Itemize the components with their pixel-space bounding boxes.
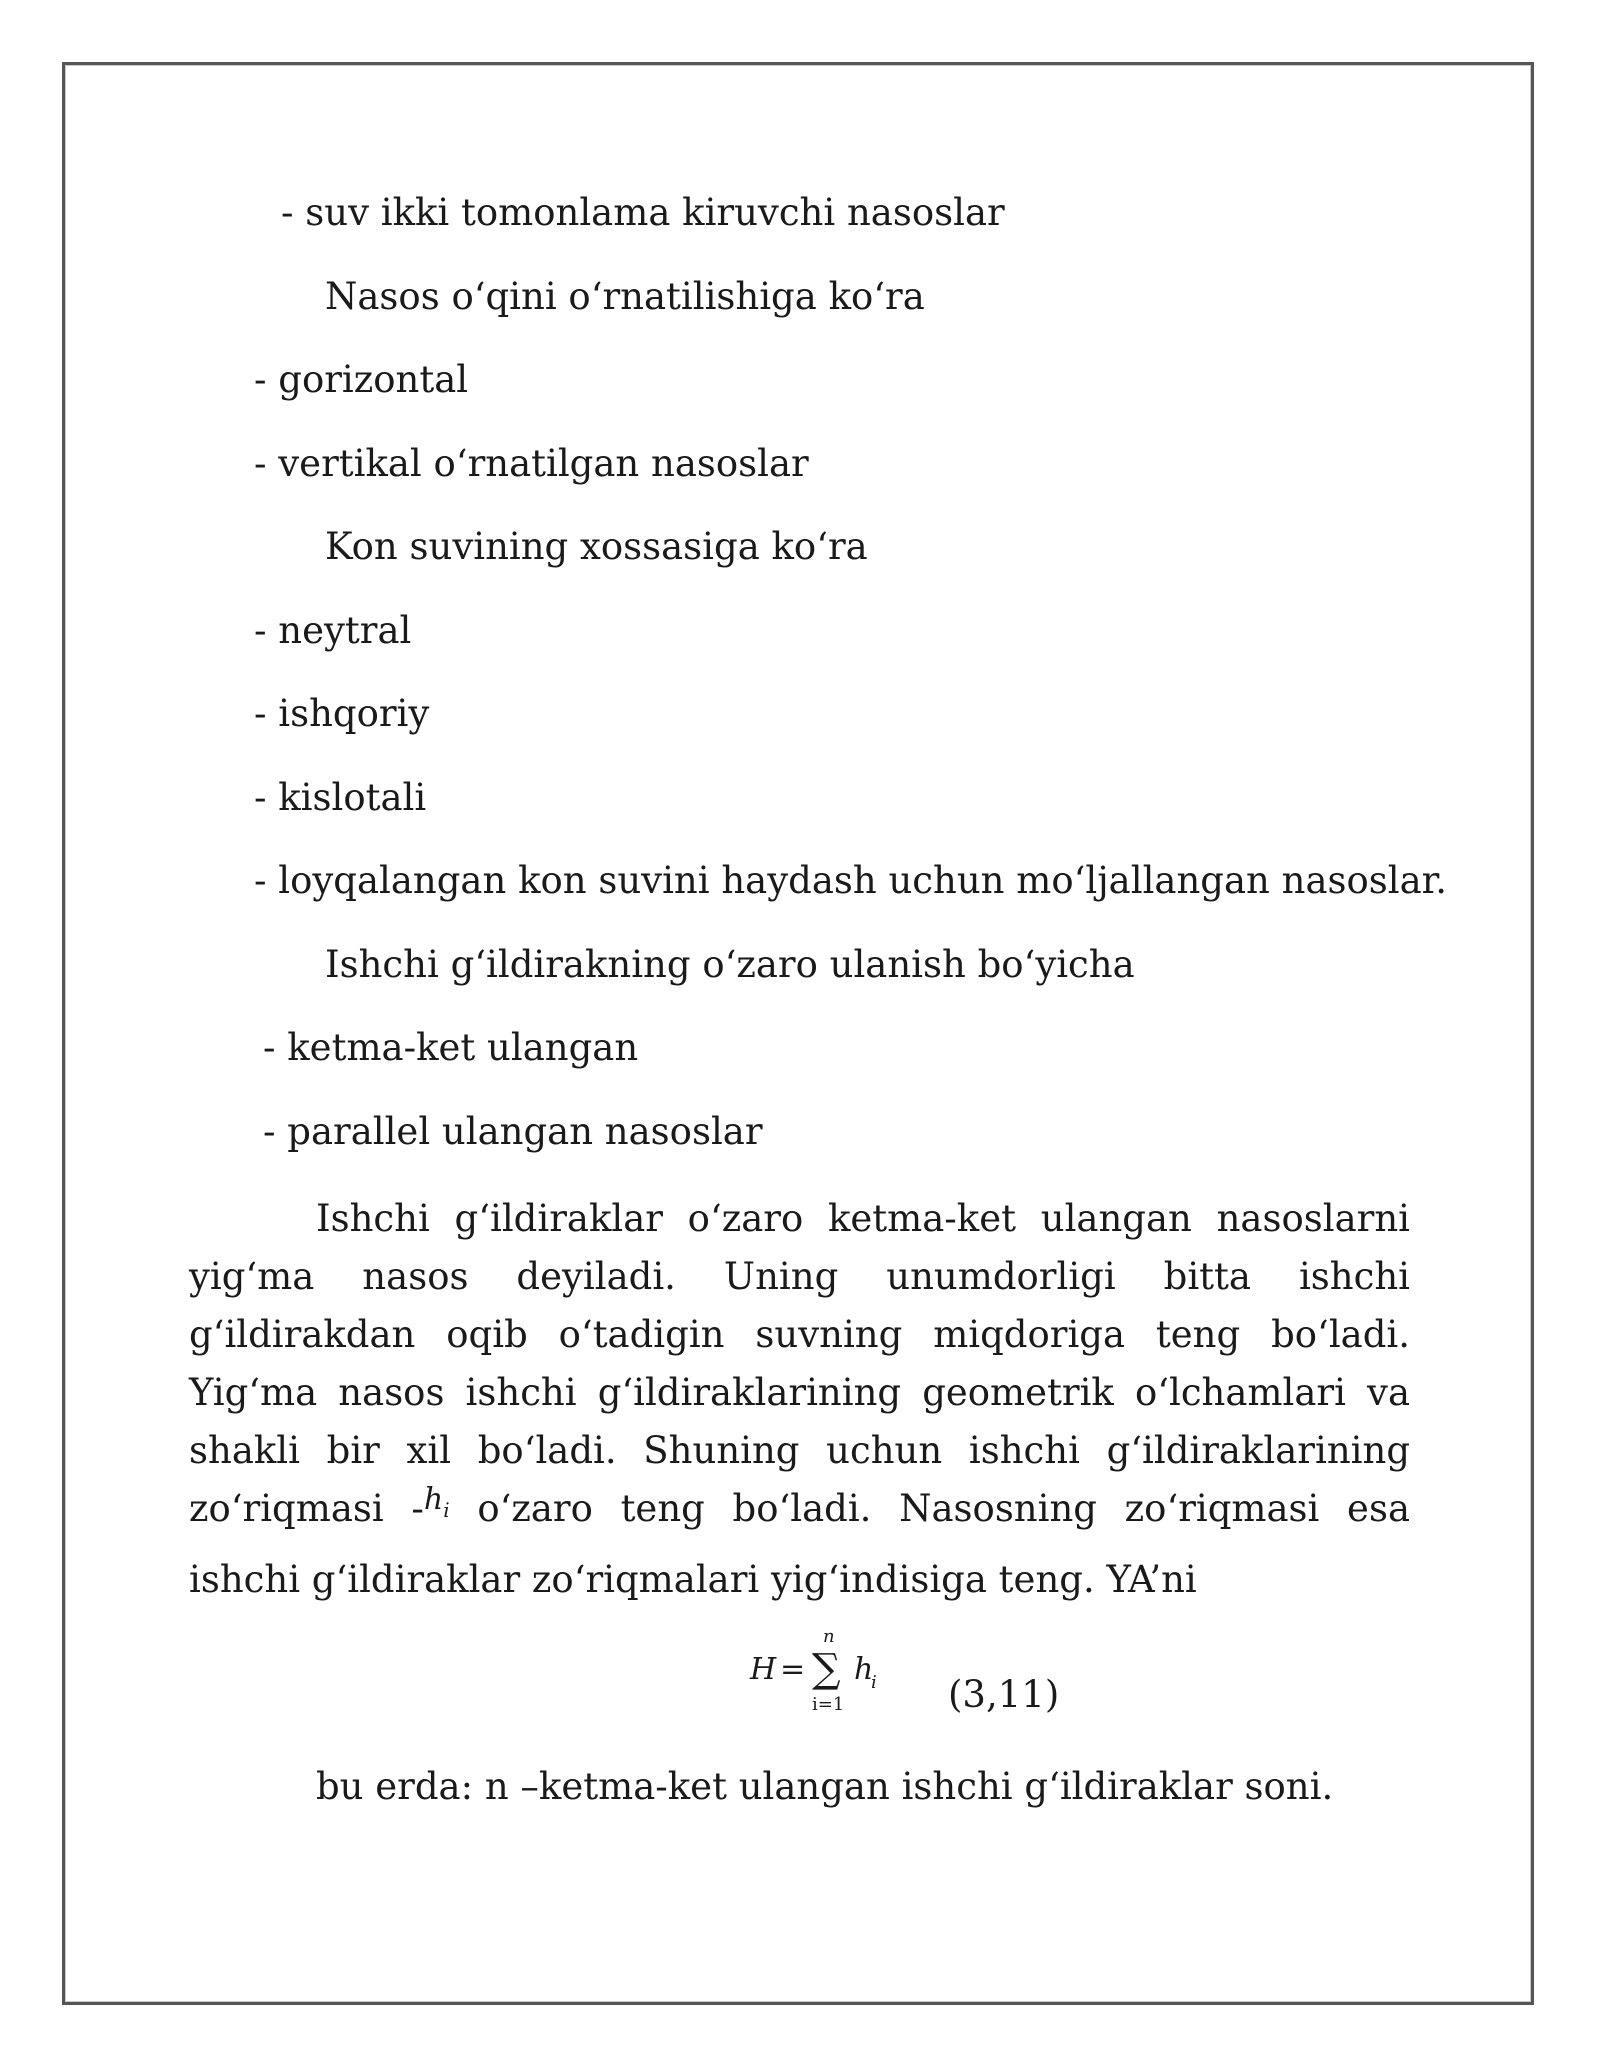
formula-lower-limit: i=1: [812, 1694, 845, 1715]
equation-number: (3,11): [948, 1673, 1060, 1716]
paragraph-text-part1: Ishchi g‘ildiraklar o‘zaro ketma-ket ulangan nasoslarni yig‘ma nasos deyiladi. Uning unumdorligi bitta ishchi g‘ildirakdan oqib o‘tadigin suvning miqdoriga teng bo‘ladi. Yig‘ma nasos ishchi g‘ildiraklarining geometrik o‘lchamlari va shakli bir xil bo‘ladi. Shuning uchun ishchi g‘ildiraklarining zo‘riqmasi -: [189, 1197, 1410, 1530]
list-item-acidic: - kislotali: [254, 776, 427, 819]
list-item-vertical: - vertikal o‘rnatilgan nasoslar: [254, 442, 809, 485]
formula-sum: [750, 1622, 890, 1715]
formula-equals: =: [780, 1652, 806, 1687]
list-item-parallel: - parallel ulangan nasoslar: [263, 1110, 763, 1153]
list-item-two-sided-intake: - suv ikki tomonlama kiruvchi nasoslar: [281, 191, 1005, 234]
formula-lhs: H: [750, 1652, 777, 1687]
list-item-neutral: - neytral: [254, 609, 412, 652]
subheading-impeller-connection: Ishchi g‘ildirakning o‘zaro ulanish bo‘yicha: [325, 943, 1135, 986]
list-item-alkaline: - ishqoriy: [254, 692, 430, 735]
formula-sigma: ∑: [812, 1646, 841, 1692]
subheading-shaft-mounting: Nasos o‘qini o‘rnatilishiga ko‘ra: [325, 275, 925, 318]
list-item-muddy-water: - loyqalangan kon suvini haydash uchun mo‘ljallangan nasoslar.: [254, 859, 1448, 902]
paragraph-text-part2: o‘zaro teng bo‘ladi. Nasosning zo‘riqmasi esa ishchi g‘ildiraklar zo‘riqmalari yig‘indisiga teng. YA’ni: [189, 1487, 1411, 1601]
formula-term: h: [854, 1652, 874, 1687]
formula-term-subscript: i: [871, 1672, 877, 1693]
list-item-series: - ketma-ket ulangan: [263, 1026, 639, 1069]
footnote-definition: bu erda: n –ketma-ket ulangan ishchi g‘ildiraklar soni.: [316, 1765, 1334, 1808]
list-item-horizontal: - gorizontal: [254, 358, 469, 401]
symbol-h-i: hi: [423, 1482, 450, 1522]
subheading-mine-water-property: Kon suvining xossasiga ko‘ra: [325, 525, 868, 568]
formula-upper-limit: n: [823, 1626, 835, 1647]
body-paragraph: [189, 1190, 1410, 1609]
